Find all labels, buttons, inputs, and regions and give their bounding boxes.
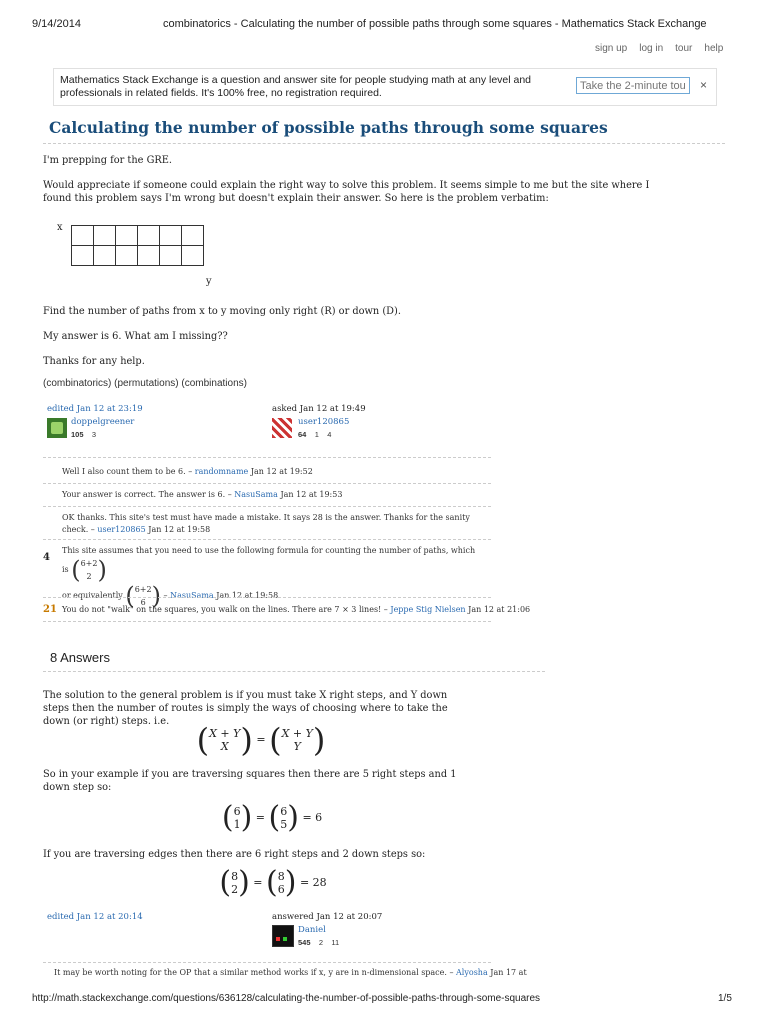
grid-start-label: x — [57, 222, 63, 233]
comment-2 — [62, 489, 342, 501]
formula-result: = 6 — [302, 811, 323, 824]
question-p2: Would appreciate if someone could explain the right way to solve this problem. It seems simple to me but the site where I found this problem says I'm wrong but doesn't explain their answer. So here is the problem verbatim: — [43, 180, 650, 204]
asker-rep — [298, 430, 331, 439]
comment-text: Well I also count them to be 6. – — [62, 467, 193, 476]
binom — [209, 727, 240, 753]
answerer-avatar[interactable] — [272, 925, 294, 947]
grid-end-label: y — [206, 276, 212, 287]
answer-p3: If you are traversing edges then there are 6 right steps and 2 down steps so: — [43, 849, 426, 860]
answers-divider — [43, 671, 545, 672]
welcome-banner — [53, 68, 717, 106]
comment-user[interactable]: NasuSama — [234, 490, 278, 499]
binom — [234, 805, 241, 831]
question-p5: Thanks for any help. — [43, 356, 145, 367]
binom-paren: ( — [268, 800, 281, 835]
binom — [278, 870, 285, 896]
asker-name[interactable]: user120865 — [298, 417, 350, 427]
binom-bottom: Y — [293, 740, 301, 753]
tour-input[interactable] — [576, 77, 690, 94]
comment-text: This site assumes that you need to use the following formula for counting the number of paths, which is — [62, 546, 476, 574]
binom — [231, 870, 238, 896]
binom-paren: ) — [97, 556, 107, 584]
answer-comment — [54, 967, 527, 979]
answers-count-heading: 8 Answers — [50, 650, 110, 665]
comment-4: This site assumes that you need to use the following formula for counting the number of paths, which is (6+2 2 ) or equivalently (6+2 6 ) – NasuSama Jan 12 at 19:58 — [62, 546, 476, 610]
answerer-badge-2: 11 — [331, 938, 340, 947]
editor-rep — [71, 430, 96, 439]
binom-paren: ) — [287, 800, 299, 835]
binom-bottom: 6 — [277, 883, 285, 896]
comment-user[interactable]: NasuSama — [170, 591, 214, 600]
question-p1: I'm prepping for the GRE. — [43, 155, 173, 166]
editor-reputation: 105 — [71, 430, 84, 439]
binom-paren: ) — [284, 865, 297, 900]
comment-text: It may be worth noting for the OP that a similar method works if x, y are in n-dimensional space. – — [54, 968, 454, 977]
square-grid — [71, 225, 204, 266]
binom-bottom: 6 — [140, 598, 146, 607]
comment-score: 4 — [43, 552, 50, 563]
formula-result: = 28 — [299, 876, 327, 889]
comment-score: 21 — [43, 604, 57, 615]
print-page-title: combinatorics - Calculating the number of possible paths through some squares - Mathematics Stack Exchange — [163, 18, 707, 30]
formula-edges — [208, 865, 338, 900]
comments-divider-top — [43, 457, 491, 458]
comment-time: Jan 12 at 19:53 — [280, 490, 343, 499]
comment-text: You do not "walk" on the squares, you walk on the lines. There are 7 × 3 lines! – — [62, 605, 388, 614]
binom-top: X + Y — [281, 727, 313, 740]
binom-paren: ) — [240, 800, 253, 835]
comment-divider — [43, 597, 491, 598]
edited-link[interactable]: edited Jan 12 at 23:19 — [47, 404, 143, 414]
answerer-badge-1: 2 — [318, 938, 324, 947]
editor-avatar[interactable] — [47, 418, 67, 438]
binom-paren: ) — [240, 721, 253, 759]
comment-3 — [62, 512, 482, 536]
comment-time: Jan 17 at — [490, 968, 527, 977]
binom-paren: ( — [221, 800, 234, 835]
nav-log-in[interactable]: log in — [639, 43, 664, 54]
comment-user[interactable]: Jeppe Stig Nielsen — [390, 605, 466, 614]
comment-text: or equivalently — [62, 591, 123, 600]
binom-paren: ) — [312, 721, 326, 759]
comment-time: Jan 12 at 21:06 — [468, 605, 531, 614]
asker-reputation: 64 — [298, 430, 307, 439]
question-tags[interactable]: (combinatorics) (permutations) (combinations) — [43, 378, 247, 389]
comment-divider — [43, 506, 491, 507]
question-p3: Find the number of paths from x to y moving only right (R) or down (D). — [43, 306, 401, 317]
answer-comment-divider — [43, 962, 491, 963]
binom-top: 6 — [280, 805, 288, 818]
binom-paren: ( — [269, 721, 282, 759]
answer-p2: So in your example if you are traversing squares then there are 5 right steps and 1 down step so: — [43, 769, 457, 793]
editor-badge-count: 3 — [91, 430, 97, 439]
nav-help[interactable]: help — [704, 43, 724, 54]
binom-paren: ( — [71, 556, 81, 584]
equals-sign: = — [256, 733, 266, 746]
nav-tour[interactable]: tour — [675, 43, 693, 54]
binom — [282, 727, 313, 753]
equals-sign: = — [255, 811, 265, 824]
answerer-reputation: 545 — [298, 938, 311, 947]
editor-name[interactable]: doppelgreener — [71, 417, 135, 427]
print-page-number: 1/5 — [718, 993, 732, 1004]
binom-bottom: 2 — [231, 883, 239, 896]
binom-top: 8 — [277, 870, 285, 883]
question-title[interactable]: Calculating the number of possible paths through some squares — [49, 118, 608, 137]
title-divider — [43, 143, 725, 144]
comment-user[interactable]: user120865 — [97, 525, 146, 534]
comment-time: Jan 12 at 19:58 — [148, 525, 211, 534]
top-nav — [583, 43, 723, 54]
print-date: 9/14/2014 — [32, 18, 81, 30]
answered-time: answered Jan 12 at 20:07 — [272, 912, 383, 922]
comment-time: Jan 12 at 19:52 — [250, 467, 313, 476]
banner-text: Mathematics Stack Exchange is a question and answer site for people studying math at any level and professionals in related fields. It's 100% free, no registration required. — [60, 74, 532, 99]
binom-top: 8 — [231, 870, 239, 883]
print-url: http://math.stackexchange.com/questions/636128/calculating-the-number-of-possible-paths-through-some-squares — [32, 993, 541, 1004]
binom-bottom: 5 — [280, 818, 288, 831]
equals-sign: = — [253, 876, 263, 889]
formula-general — [196, 721, 326, 759]
comment-5 — [62, 604, 530, 616]
formula-squares — [212, 800, 332, 835]
binom — [280, 805, 287, 831]
binom-paren: ) — [238, 865, 250, 900]
binom-top: 6+2 — [134, 585, 152, 594]
binom-bottom: X — [220, 740, 229, 753]
asker-badge-2: 4 — [327, 430, 332, 439]
close-icon[interactable]: × — [700, 78, 708, 92]
binom-bottom: 1 — [233, 818, 241, 831]
nav-sign-up[interactable]: sign up — [595, 43, 628, 54]
comment-text: OK thanks. This site's test must have made a mistake. It says 28 is the answer. Thanks for the sanity check. – — [62, 513, 470, 534]
answerer-name[interactable]: Daniel — [298, 925, 326, 935]
comment-divider — [43, 483, 491, 484]
comment-user[interactable]: Alyosha — [456, 968, 488, 977]
binom-top: X + Y — [209, 727, 241, 740]
binom-top: 6 — [233, 805, 241, 818]
question-p4: My answer is 6. What am I missing?? — [43, 331, 228, 342]
asked-time: asked Jan 12 at 19:49 — [272, 404, 366, 414]
asker-badge-1: 1 — [314, 430, 319, 439]
binom-paren: ( — [196, 721, 210, 759]
comment-text: Your answer is correct. The answer is 6. – — [62, 490, 232, 499]
answerer-rep — [298, 938, 339, 947]
binom — [81, 557, 98, 583]
comment-time: Jan 12 at 19:58 — [216, 591, 279, 600]
comment-1 — [62, 466, 313, 478]
binom-paren: ) — [151, 582, 161, 610]
binom-top: 6+2 — [80, 559, 98, 568]
comment-divider — [43, 621, 491, 622]
binom-bottom: 2 — [86, 572, 92, 581]
asker-avatar[interactable] — [272, 418, 292, 438]
comment-user[interactable]: randomname — [194, 467, 249, 476]
answer-edited-link[interactable]: edited Jan 12 at 20:14 — [47, 912, 143, 922]
comment-divider — [43, 539, 491, 540]
answer-p1: The solution to the general problem is if you must take X right steps, and Y down steps then the number of routes is simply the ways of choosing where to take the down (or right) steps. i.e. — [43, 690, 448, 727]
binom-paren: ( — [219, 865, 232, 900]
binom-paren: ( — [266, 865, 278, 900]
binom-paren: ( — [125, 582, 135, 610]
